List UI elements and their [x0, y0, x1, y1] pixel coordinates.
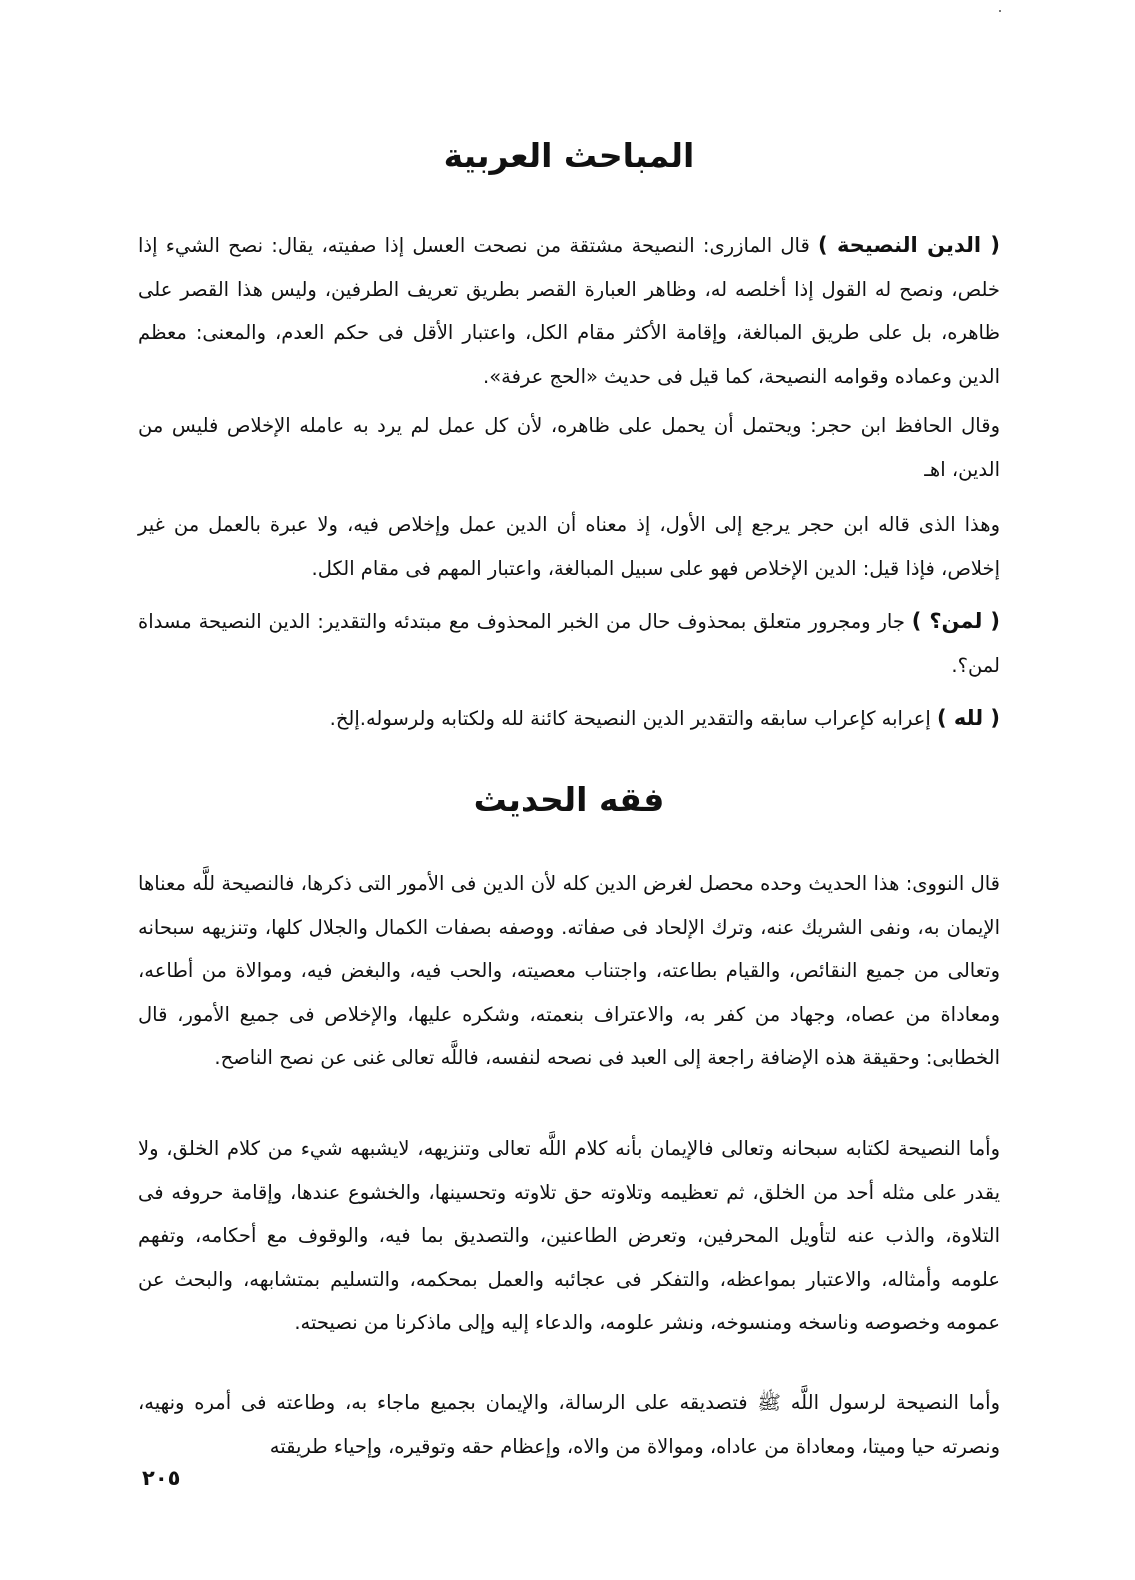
paragraph-text: إعرابه كإعراب سابقه والتقدير الدين النصيحة كائنة لله ولكتابه ولرسوله.إلخ.	[329, 707, 937, 730]
paragraph-ibn-hajar	[138, 404, 1000, 491]
paragraph-religion-is-advice	[138, 224, 1000, 398]
section-title-hadith-jurisprudence: فقه الحديث	[473, 780, 665, 819]
paragraph-text: قال النووى: هذا الحديث وحده محصل لغرض الدين كله لأن الدين فى الأمور التى ذكرها، فالنصيحة للَّه معناها الإيمان به، ونفى الشريك عنه، وترك الإلحاد فى صفاته. ووصفه بصفات الكمال والجلال كلها، وتنزيهه سبحانه وتعالى من جميع النقائص، والقيام بطاعته، واجتناب معصيته، والحب فيه، والبغض فيه، وموالاة من أطاعه، ومعاداة من عصاه، وجهاد من كفر به، والاعتراف بنعمته، وشكره عليها، والإخلاص فى جميع الأمور، قال الخطابى: وحقيقة هذه الإضافة راجعة إلى العبد فى نصحه لنفسه، فاللَّه تعالى غنى عن نصح الناصح.	[138, 872, 1000, 1069]
paragraph-text: وهذا الذى قاله ابن حجر يرجع إلى الأول، إذ معناه أن الدين عمل وإخلاص فيه، ولا عبرة بالعمل من غير إخلاص، فإذا قيل: الدين الإخلاص فهو على سبيل المبالغة، واعتبار المهم فى مقام الكل.	[138, 513, 1000, 580]
term-for-allah: ( لله )	[936, 706, 1000, 730]
paragraph-advice-to-messenger	[138, 1381, 1000, 1468]
paragraph-text: وقال الحافظ ابن حجر: ويحتمل أن يحمل على ظاهره، لأن كل عمل لم يرد به عامله الإخلاص فليس من الدين، اهـ	[138, 414, 1000, 481]
paragraph-advice-to-book	[138, 1127, 1000, 1345]
page-number: ٢٠٥	[142, 1466, 181, 1490]
paragraph-text: وأما النصيحة لرسول اللَّه ﷺ فتصديقه على الرسالة، والإيمان بجميع ماجاء به، وطاعته فى أمره ونهيه، ونصرته حيا وميتا، ومعاداة من عاداه، وموالاة من والاه، وإعظام حقه وتوقيره، وإحياء طريقته	[138, 1391, 1000, 1458]
term-religion-is-advice: ( الدين النصيحة )	[818, 233, 1000, 257]
paragraph-ibn-hajar-commentary	[138, 503, 1000, 590]
term-for-whom: ( لمن؟ )	[911, 609, 1000, 633]
paragraph-text: قال المازرى: النصيحة مشتقة من نصحت العسل إذا صفيته، يقال: نصح الشيء إذا خلص، ونصح له القول إذا أخلصه له، وظاهر العبارة القصر بطريق تعريف الطرفين، وليس هذا القصر على ظاهره، بل على طريق المبالغة، وإقامة الأكثر مقام الكل، واعتبار الأقل فى حكم العدم، والمعنى: معظم الدين وعماده وقوامه النصيحة، كما قيل فى حديث «الحج عرفة».	[138, 234, 1000, 388]
paragraph-for-allah	[138, 697, 1000, 741]
paragraph-for-whom	[138, 600, 1000, 687]
section-title-arabic-topics: المباحث العربية	[443, 136, 695, 175]
paragraph-nawawi	[138, 862, 1000, 1080]
paragraph-text: وأما النصيحة لكتابه سبحانه وتعالى فالإيمان بأنه كلام اللَّه تعالى وتنزيهه، لايشبهه شيء من كلام الخلق، ولا يقدر على مثله أحد من الخلق، ثم تعظيمه وتلاوته حق تلاوته وتحسينها، والخشوع عندها، وإقامة حروفه فى التلاوة، والذب عنه لتأويل المحرفين، وتعرض الطاعنين، والتصديق بما فيه، والوقوف مع أحكامه، وتفهم علومه وأمثاله، والاعتبار بمواعظه، والتفكر فى عجائبه والعمل بمحكمه، والتسليم بمتشابهه، والبحث عن عمومه وخصوصه وناسخه ومنسوخه، ونشر علومه، والدعاء إليه وإلى ماذكرنا من نصيحته.	[138, 1137, 1000, 1334]
paragraph-text: جار ومجرور متعلق بمحذوف حال من الخبر المحذوف مع مبتدئه والتقدير: الدين النصيحة مسداة لمن؟.	[138, 610, 1000, 677]
book-page	[138, 0, 1000, 1580]
